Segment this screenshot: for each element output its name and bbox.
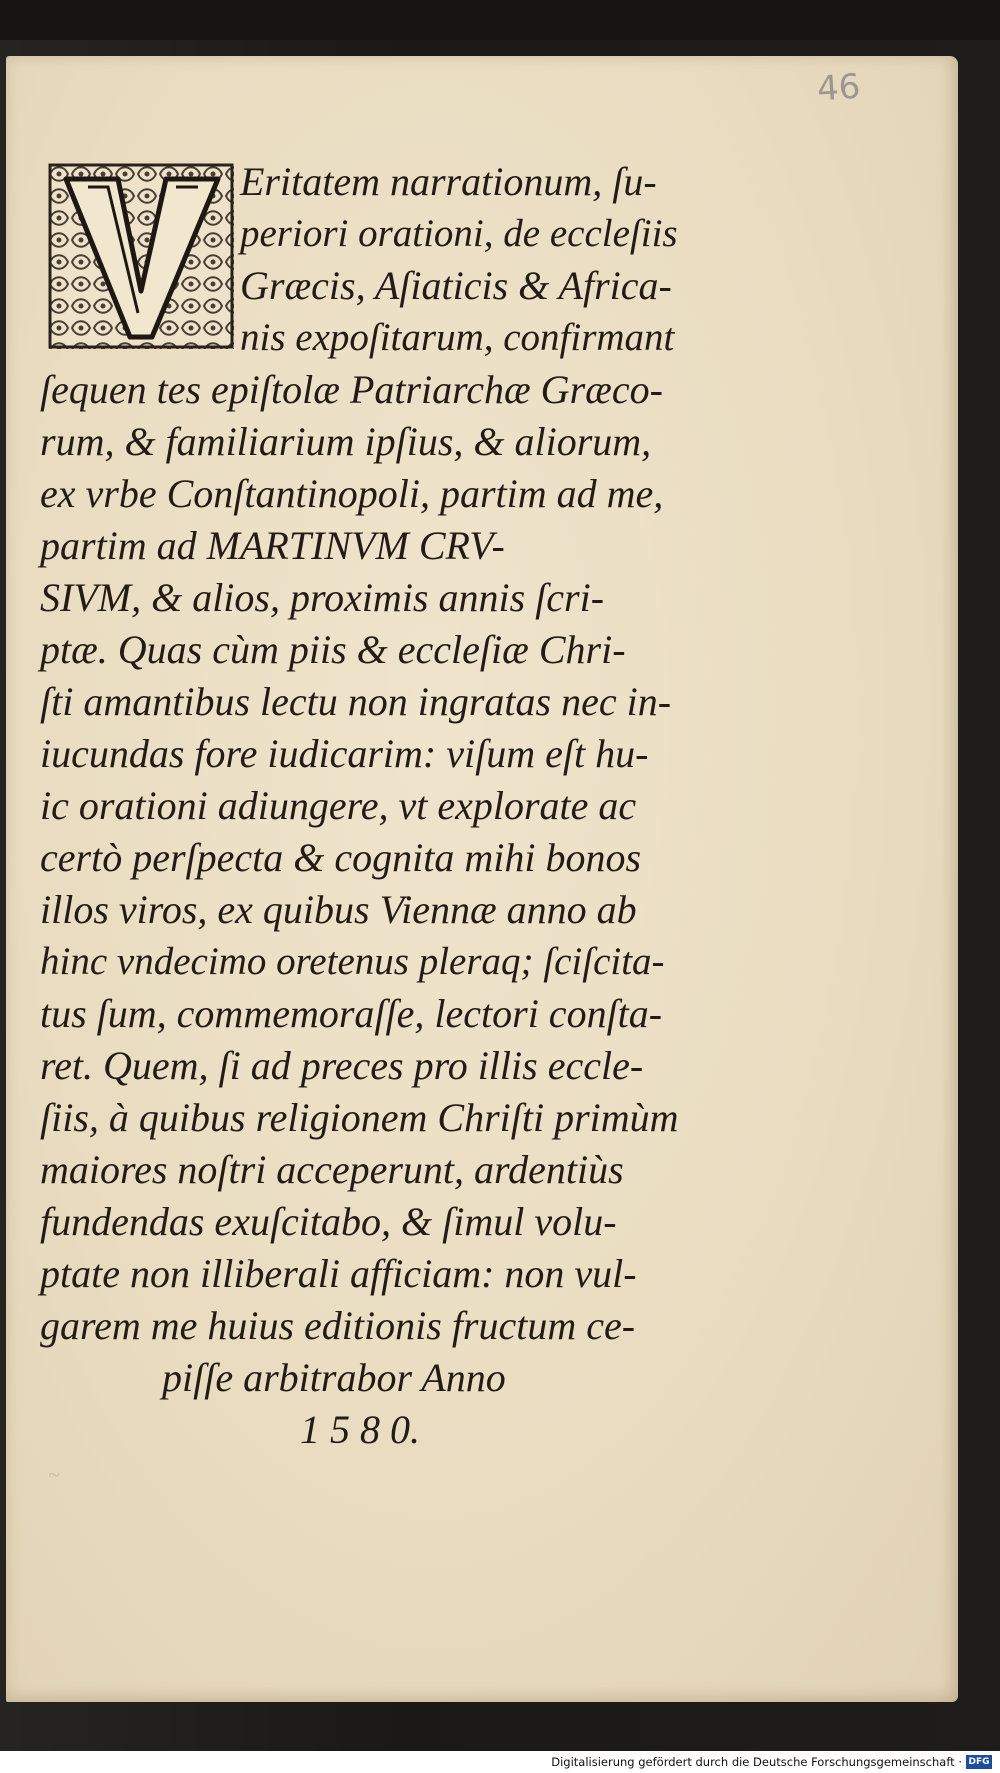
text-line: tus ſum, commemoraſſe, lectori conſta- [40,991,663,1036]
text-line: iucundas fore iudicarim: viſum eſt hu- [40,731,649,776]
text-line: Græcis, Aſiaticis & Africa- [240,263,672,308]
text-line: SIVM, & alios, proximis annis ſcri- [40,575,605,620]
text-line: nis expoſitarum, confirmant [240,316,675,359]
imprint-year: 1 5 8 0. [300,1407,420,1452]
text-line: ptate non illiberali afficiam: non vul- [40,1251,637,1296]
text-line: hinc vndecimo oretenus pleraq; ſciſcita- [40,940,665,983]
text-line: ſequen tes epiſtolæ Patriarchæ Græco- [40,367,663,412]
decorated-initial [48,163,234,349]
digitization-footer [0,1751,1000,1773]
bleed-through-mark: ~ [48,1462,60,1487]
text-line: ic orationi adiungere, vt explorate ac [40,783,637,828]
text-line: illos viros, ex quibus Viennæ anno ab [40,887,637,932]
text-line: Eritatem narrationum, ſu- [240,159,657,204]
text-line: ptæ. Quas cùm piis & eccleſiæ Chri- [40,627,626,672]
scan-top-edge [0,0,1000,40]
digitization-credit: Digitalisierung gefördert durch die Deutsche Forschungsgemeinschaft · [551,1755,962,1769]
text-line: partim ad MARTINVM CRV- [40,523,505,568]
text-line: piſſe arbitrabor Anno [162,1355,506,1400]
text-line: periori orationi, de eccleſiis [240,212,678,255]
text-line: garem me huius editionis fructum ce- [40,1303,636,1348]
ornamental-initial-v-icon [48,163,234,349]
text-line: ſiis, à quibus religionem Chriſti primùm [40,1095,679,1140]
text-line: ret. Quem, ſi ad preces pro illis eccle- [40,1043,644,1088]
text-line: ex vrbe Conſtantinopoli, partim ad me, [40,471,664,516]
text-line: certò perſpecta & cognita mihi bonos [40,835,642,880]
text-line: fundendas exuſcitabo, & ſimul volu- [40,1199,617,1244]
dfg-logo-icon: DFG [966,1755,992,1769]
text-line: rum, & familiarium ipſius, & aliorum, [40,419,652,464]
text-line: ſti amantibus lectu non ingratas nec in- [40,679,672,724]
text-line: maiores noſtri acceperunt, ardentiùs [40,1147,624,1192]
folio-number: 46 [815,66,862,110]
